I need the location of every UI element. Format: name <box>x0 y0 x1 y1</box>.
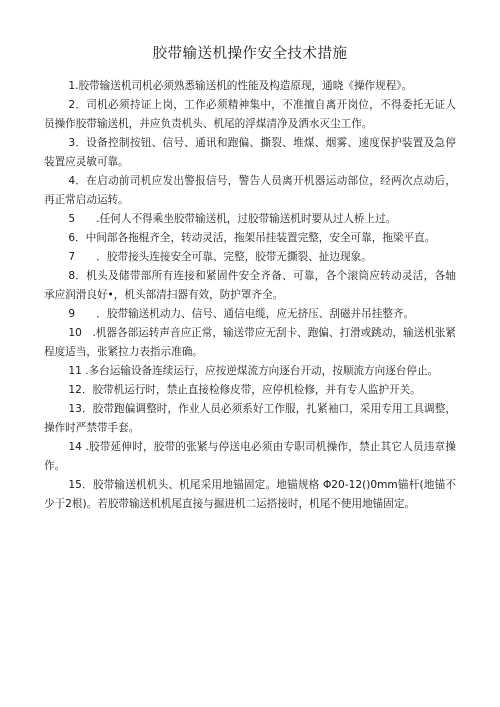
paragraph-8: 8．机头及储带部所有连接和紧固件安全齐备、可靠，各个滚筒应转动灵活，各轴承应润滑良好•，机头部清扫器有效，防护罩齐全。 <box>44 270 456 301</box>
paragraph-4: 4．在启动前司机应发出警报信号，警告人员离开机器运动部位，经两次点动后，再正常启动运转。 <box>44 175 456 206</box>
paragraph-13: 13．胶带跑偏调整时，作业人员必须系好工作服，扎紧袖口，采用专用工具调整，操作时严禁带手套。 <box>44 403 456 434</box>
paragraph-9: 9 ．胶带输送机动力、信号、通信电缆，应无挤压、刮磁并吊挂整齐。 <box>68 308 415 320</box>
paragraph-12: 12．胶带机运行时，禁止直接检修皮带，应停机检修，并有专人监护开关。 <box>68 384 421 396</box>
paragraph-10: 10 .机器各部运转声音应正常，输送带应无刮卡、跑偏、打滑或跳动，输送机张紧程度适当，张紧拉力表指示准确。 <box>44 327 457 358</box>
paragraph-1: 1.胶带输送机司机必须熟悉输送机的性能及构造原现，通晓《操作规程》。 <box>68 80 413 92</box>
paragraph-3: 3．设备控制按钮、信号、通讯和跑偏、撕裂、堆煤、烟雾、速度保护装置及急停装置应灵敏可靠。 <box>44 137 456 168</box>
paragraph-11: 11 .多台运输设备连续运行，应按逆煤流方向逐台开动，按顺流方向逐台停止。 <box>68 365 439 377</box>
paragraph-5: 5 .任何人不得乘坐胶带输送机，过胶带输送机时要从过人桥上过。 <box>68 213 397 225</box>
paragraph-2: 2．司机必须持证上岗，工作必须精神集中，不准擅自离开岗位，不得委托无证人员操作胶带输送机，并应负责机头、机尾的浮煤清净及洒水灭尘工作。 <box>44 99 456 130</box>
paragraph-14: 14 .胶带延伸时，胶带的张紧与停送电必须由专职司机操作，禁止其它人员违章操作。 <box>44 441 456 472</box>
paragraph-15: 15．胶带输送机机头、机尾采用地锚固定。地锚规格 Φ20-12()0mm锚杆(地锚不少于2根)。若胶带输送机机尾直接与掘进机二运搭接时，机尾不使用地锚固定。 <box>44 479 456 510</box>
paragraph-6: 6．中间部各拖棍齐全，转动灵活，拖架吊挂装置完整，安全可靠，拖梁平直。 <box>68 232 436 244</box>
document-title: 胶带输送机操作安全技术措施 <box>152 46 348 62</box>
paragraph-7: 7 ．胶带接头连接安全可靠、完整，胶带无撕裂、扯边现象。 <box>68 251 372 263</box>
